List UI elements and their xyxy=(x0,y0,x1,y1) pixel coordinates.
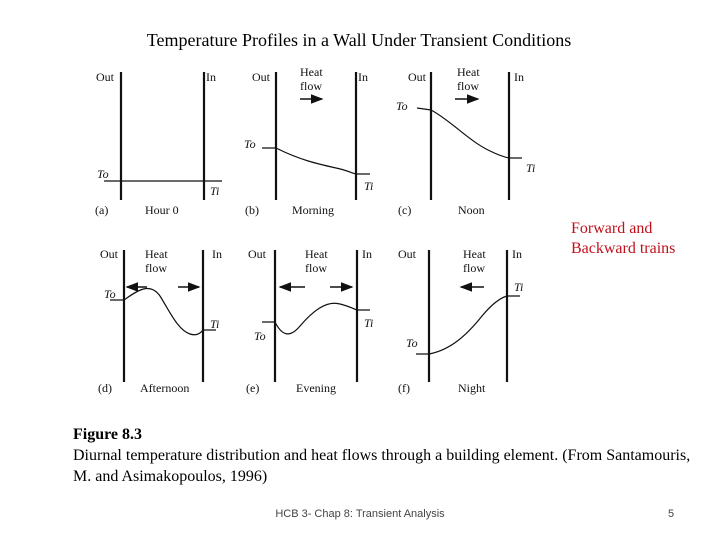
panel-d xyxy=(98,247,222,395)
panel-b-temperature-profile xyxy=(262,148,370,174)
panel-d-letter: (d) xyxy=(98,381,112,395)
note-line-1: Forward and xyxy=(571,220,653,237)
panel-e-to-label: To xyxy=(254,329,266,343)
panel-c-to-label: To xyxy=(396,99,408,113)
panel-c-time: Noon xyxy=(458,203,485,217)
panel-f-letter: (f) xyxy=(398,381,410,395)
panel-c-letter: (c) xyxy=(398,203,412,217)
slide-footer: HCB 3- Chap 8: Transient Analysis xyxy=(275,508,445,520)
panel-f-temperature-profile xyxy=(416,296,520,354)
panel-d-flow-heat: Heat xyxy=(145,247,168,261)
panel-d-in-label: In xyxy=(212,247,222,261)
panel-b-in-label: In xyxy=(358,70,368,84)
caption-heading: Figure 8.3 xyxy=(73,426,143,443)
panel-a-time: Hour 0 xyxy=(145,203,179,217)
panel-e-temperature-profile xyxy=(262,303,370,334)
panel-b xyxy=(244,65,373,217)
panel-c-ti-label: Ti xyxy=(526,161,536,175)
panel-d-flow-flow: flow xyxy=(145,261,167,275)
panel-e-ti-label: Ti xyxy=(364,316,374,330)
panel-c-flow-flow: flow xyxy=(457,79,479,93)
panel-b-letter: (b) xyxy=(245,203,259,217)
panel-b-to-label: To xyxy=(244,137,256,151)
panel-d-out-label: Out xyxy=(100,247,118,261)
panel-a-in-label: In xyxy=(206,70,216,84)
panel-e-time: Evening xyxy=(296,381,336,395)
forward-backward-note xyxy=(571,219,675,259)
panel-d-to-label: To xyxy=(104,287,116,301)
panel-f-flow-heat: Heat xyxy=(463,247,486,261)
slide-title: Temperature Profiles in a Wall Under Transient Conditions xyxy=(146,30,572,50)
figure-caption xyxy=(73,424,693,487)
panel-b-flow-flow: flow xyxy=(300,79,322,93)
panel-e-out-label: Out xyxy=(248,247,266,261)
panel-c-temperature-profile xyxy=(417,108,522,158)
panel-c-out-label: Out xyxy=(408,70,426,84)
panel-e-in-label: In xyxy=(362,247,372,261)
panel-d-temperature-profile xyxy=(110,288,216,334)
panel-e-flow-heat: Heat xyxy=(305,247,328,261)
panel-a-letter: (a) xyxy=(95,203,109,217)
panel-c-in-label: In xyxy=(514,70,524,84)
panel-c-flow-heat: Heat xyxy=(457,65,480,79)
panel-b-ti-label: Ti xyxy=(364,179,374,193)
panel-a xyxy=(95,70,222,217)
panel-a-out-label: Out xyxy=(96,70,114,84)
note-line-2: Backward trains xyxy=(571,240,676,257)
panel-f-to-label: To xyxy=(406,336,418,350)
panel-d-time: Afternoon xyxy=(140,381,190,395)
panel-f-in-label: In xyxy=(512,247,522,261)
panel-a-to-label: To xyxy=(97,167,109,181)
panel-f xyxy=(398,247,523,395)
page-number: 5 xyxy=(668,508,675,520)
panel-d-ti-label: Ti xyxy=(210,317,220,331)
panel-e xyxy=(246,247,373,395)
panel-b-time: Morning xyxy=(292,203,334,217)
panel-e-letter: (e) xyxy=(246,381,260,395)
panel-b-out-label: Out xyxy=(252,70,270,84)
caption-text: Diurnal temperature distribution and heat flows through a building element. (From Santamouris, M. and Asimakopoulos, 1996) xyxy=(73,447,691,485)
panel-f-ti-label: Ti xyxy=(514,280,524,294)
panel-b-flow-heat: Heat xyxy=(300,65,323,79)
panel-f-time: Night xyxy=(458,381,486,395)
panel-e-flow-flow: flow xyxy=(305,261,327,275)
panel-a-ti-label: Ti xyxy=(210,184,220,198)
panel-f-out-label: Out xyxy=(398,247,416,261)
panel-c xyxy=(396,65,535,217)
panel-f-flow-flow: flow xyxy=(463,261,485,275)
